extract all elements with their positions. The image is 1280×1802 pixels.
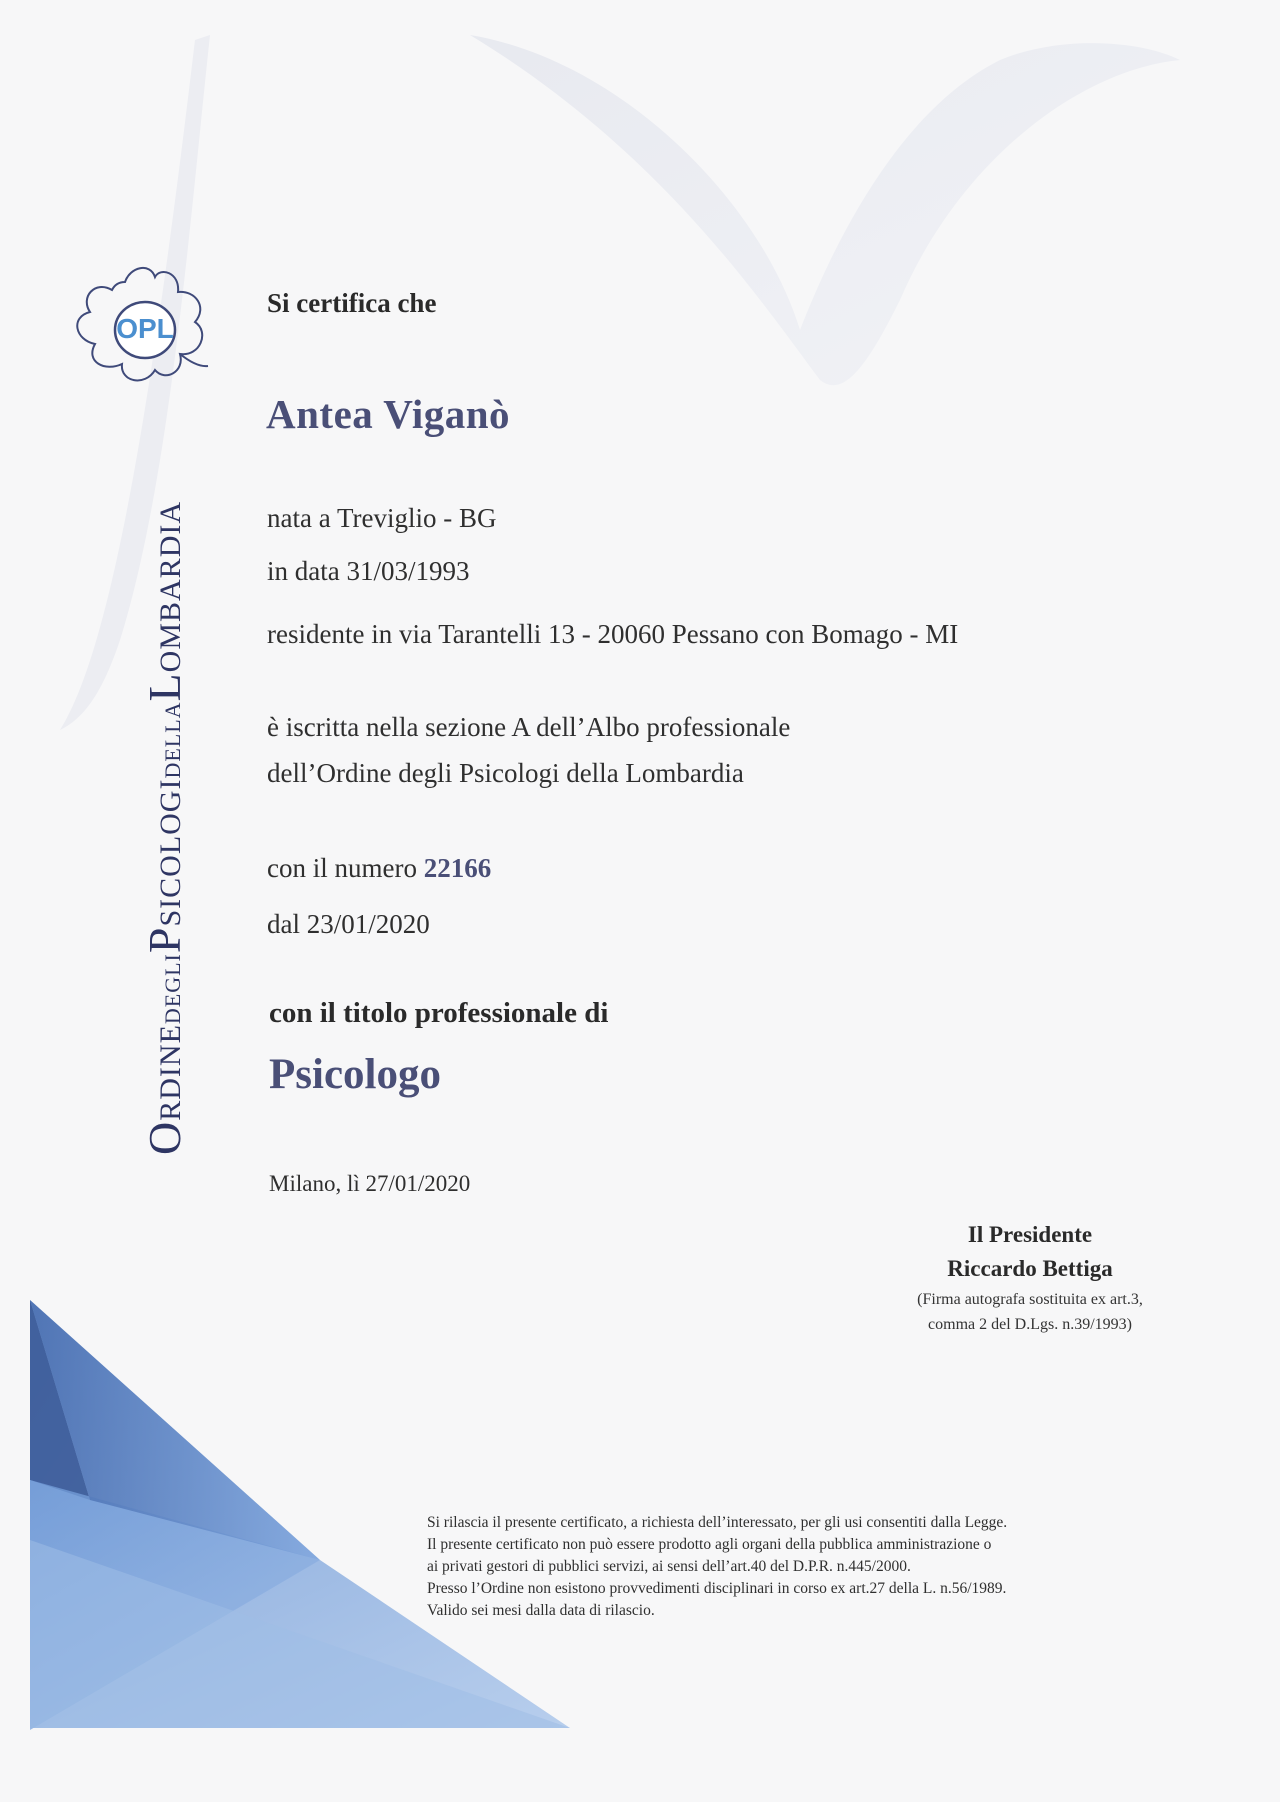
signatory-role: Il Presidente: [967, 1222, 1093, 1247]
side-title-o: O: [139, 1120, 190, 1155]
signature-note-line-2: comma 2 del D.Lgs. n.39/1993): [928, 1316, 1132, 1333]
logo-text: OPL: [116, 313, 174, 344]
enrollment-line-1: è iscritta nella sezione A dell’Albo professionale: [267, 712, 791, 742]
side-title-sicologi: SICOLOGI: [154, 778, 187, 927]
footer-line: Presso l’Ordine non esistono provvedimenti disciplinari in corso ex art.27 della L. n.56/1989.: [427, 1580, 1007, 1597]
side-title-della: DELLA: [160, 701, 185, 779]
signature-block: [860, 1218, 1200, 1336]
enrollment-line-2: dell’Ordine degli Psicologi della Lombardia: [267, 758, 744, 788]
side-title-ombardia: OMBARDIA: [154, 500, 187, 673]
birth-place: nata a Treviglio - BG: [267, 503, 497, 533]
side-title-l: L: [139, 672, 190, 702]
side-title-degli: DEGLI: [160, 953, 185, 1025]
registration-number: 22166: [423, 853, 492, 883]
opl-logo-icon: [60, 262, 210, 392]
place-and-date: Milano, lì 27/01/2020: [269, 1171, 471, 1196]
professional-title-label: con il titolo professionale di: [269, 997, 609, 1029]
footer-line: Valido sei mesi dalla data di rilascio.: [427, 1602, 655, 1619]
legal-footer: [427, 1512, 1007, 1622]
signature-note-line-1: (Firma autografa sostituita ex art.3,: [917, 1291, 1143, 1308]
side-title-p: P: [139, 926, 190, 954]
birth-date: in data 31/03/1993: [267, 556, 470, 586]
side-title-vertical: [138, 501, 191, 1155]
professional-title: Psicologo: [269, 1051, 441, 1098]
footer-line: Si rilascia il presente certificato, a richiesta dell’interessato, per gli usi consentiti dalla Legge.: [427, 1514, 1008, 1531]
side-title-rdine: RDINE: [154, 1024, 187, 1121]
holder-name: Antea Viganò: [266, 391, 511, 437]
footer-line: Il presente certificato non può essere prodotto agli organi della pubblica amministrazione o: [427, 1536, 992, 1553]
registration-number-label: con il numero: [267, 853, 424, 883]
footer-line: ai privati gestori di pubblici servizi, ai sensi dell’art.40 del D.P.R. n.445/2000.: [427, 1558, 911, 1575]
signatory-name: Riccardo Bettiga: [947, 1256, 1113, 1281]
residence: residente in via Tarantelli 13 - 20060 Pessano con Bomago - MI: [267, 619, 959, 649]
certify-intro: Si certifica che: [267, 288, 437, 318]
registration-since: dal 23/01/2020: [267, 909, 430, 939]
registration-number-line: [267, 853, 491, 884]
